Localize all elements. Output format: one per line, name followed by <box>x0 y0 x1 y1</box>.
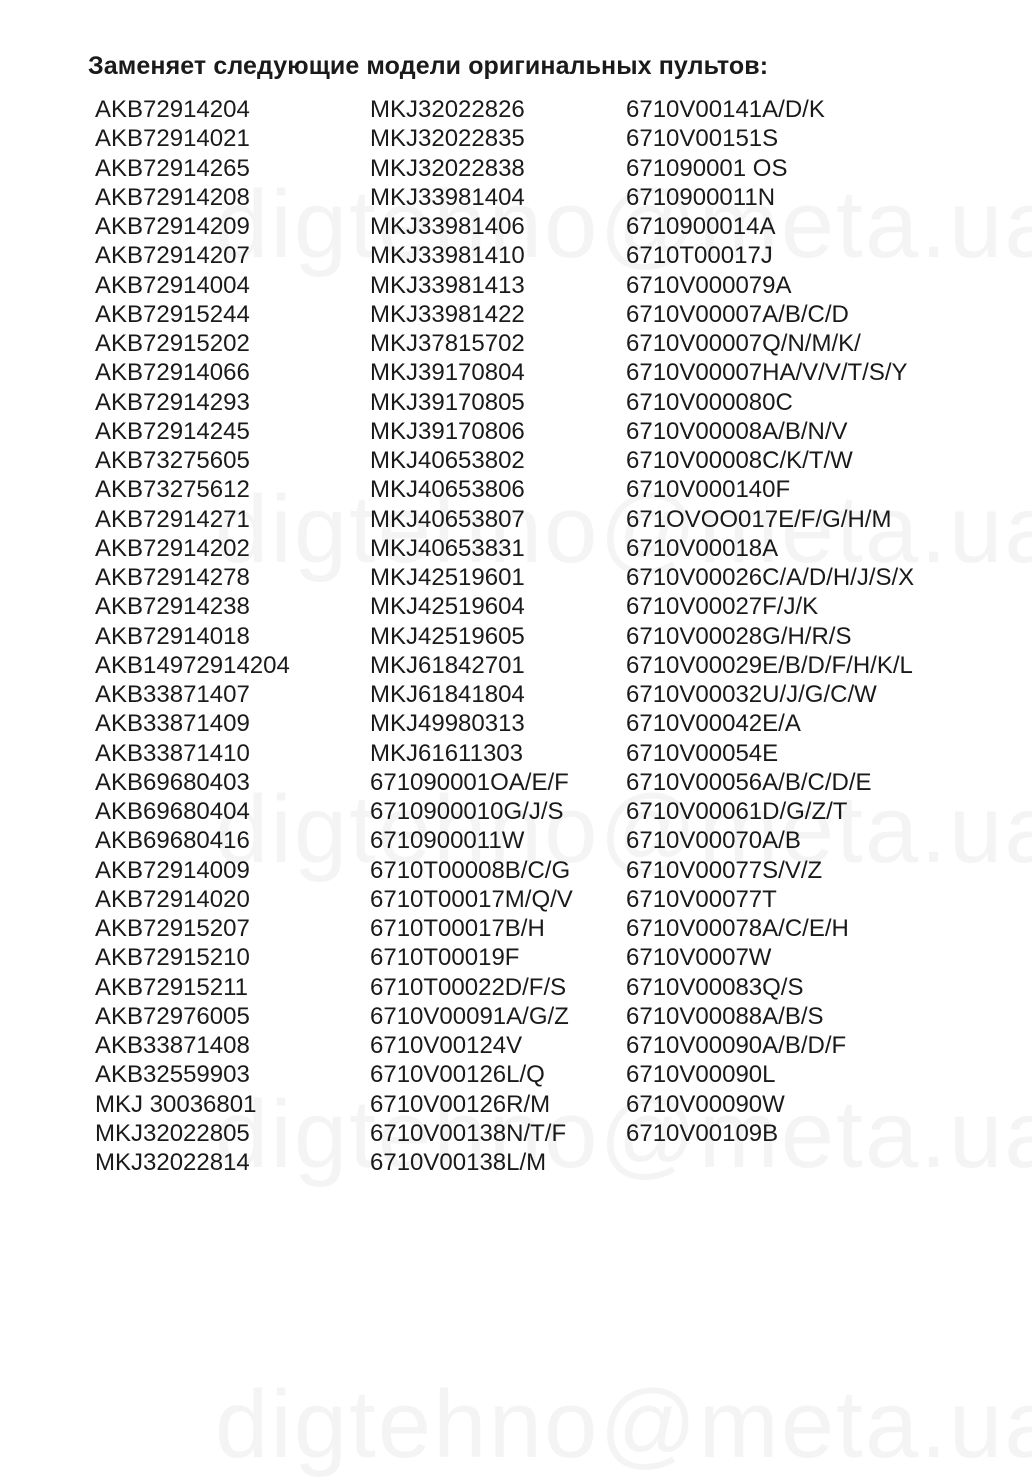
model-item: 6710T00017M/Q/V <box>370 885 573 913</box>
model-item: AKB72914204 <box>95 96 250 123</box>
model-item: MKJ33981413 <box>370 271 525 299</box>
model-item: 6710V00077T <box>626 885 777 913</box>
model-item: 6710V00032U/J/G/C/W <box>626 681 877 708</box>
model-column-2 <box>370 95 573 1177</box>
model-item: 6710V0007W <box>626 944 772 972</box>
model-item: 6710V00109B <box>626 1119 779 1147</box>
model-item: AKB72914238 <box>95 593 250 621</box>
model-item: 6710V00008C/K/T/W <box>626 447 853 474</box>
model-item: 6710V00029E/B/D/F/H/K/L <box>626 651 913 679</box>
model-item: AKB33871407 <box>95 681 250 708</box>
model-item: AKB72914265 <box>95 154 250 182</box>
model-item: 6710V00054E <box>626 739 779 767</box>
model-item: AKB73275612 <box>95 476 250 504</box>
model-item: AKB72915211 <box>95 973 249 1001</box>
model-item: 6710V000080C <box>626 388 793 416</box>
model-item: AKB33871410 <box>95 739 250 767</box>
model-item: 6710V00088A/B/S <box>626 1002 824 1030</box>
model-item: 6710V00008A/B/N/V <box>626 417 848 445</box>
model-item: AKB72915207 <box>95 915 250 942</box>
model-item: 6710V000140F <box>626 476 791 504</box>
model-item: MKJ40653831 <box>370 534 525 562</box>
model-item: MKJ49980313 <box>370 710 525 738</box>
model-item: 6710V00061D/G/Z/T <box>626 798 848 825</box>
model-item: 6710V000079A <box>626 271 792 299</box>
model-item: 6710V00124V <box>370 1032 523 1059</box>
model-item: MKJ39170806 <box>370 417 525 445</box>
model-item: AKB72914271 <box>95 505 250 533</box>
model-item: 6710T00022D/F/S <box>370 973 567 1001</box>
model-item: MKJ42519601 <box>370 564 525 591</box>
model-item: AKB72914021 <box>95 125 250 153</box>
model-item: MKJ61841804 <box>370 681 525 708</box>
model-item: 6710900011W <box>370 827 525 855</box>
model-item: MKJ32022826 <box>370 96 525 123</box>
model-item: AKB69680403 <box>95 768 250 796</box>
model-item: 6710V00028G/H/R/S <box>626 622 852 650</box>
model-item: 6710T00019F <box>370 944 520 972</box>
model-item: AKB72914018 <box>95 622 250 650</box>
model-item: AKB72915210 <box>95 944 250 972</box>
model-item: 6710V00077S/V/Z <box>626 856 823 884</box>
page-title: Заменяет следующие модели оригинальных пультов: <box>88 52 769 80</box>
model-item: 6710V00007A/B/C/D <box>626 300 849 328</box>
model-item: AKB72914293 <box>95 388 250 416</box>
watermark <box>215 1370 1032 1480</box>
model-column-1 <box>95 95 290 1177</box>
model-item: 6710V00026C/A/D/H/J/S/X <box>626 564 915 591</box>
model-item: MKJ42519604 <box>370 593 525 621</box>
model-item: 671OVOO017E/F/G/H/M <box>626 505 892 533</box>
model-item: 6710V00090A/B/D/F <box>626 1032 847 1059</box>
model-item: AKB72915244 <box>95 300 250 328</box>
model-item: MKJ61842701 <box>370 651 525 679</box>
model-item: AKB69680404 <box>95 798 250 825</box>
model-item: MKJ32022835 <box>370 125 525 153</box>
model-item: AKB69680416 <box>95 827 250 855</box>
model-item: MKJ37815702 <box>370 330 525 357</box>
model-item: 6710T00008B/C/G <box>370 856 571 884</box>
model-item: 6710V00090L <box>626 1061 776 1089</box>
model-item: 6710V00151S <box>626 125 779 153</box>
model-item: 671090001 OS <box>626 154 788 182</box>
model-item: 6710V00056A/B/C/D/E <box>626 768 872 796</box>
model-item: 6710T00017B/H <box>370 915 545 942</box>
model-item: AKB72914066 <box>95 359 250 387</box>
model-item: 6710V00083Q/S <box>626 973 804 1001</box>
model-item: 6710V00007HA/V/V/T/S/Y <box>626 359 908 387</box>
model-item: AKB33871409 <box>95 710 250 738</box>
model-item: 6710900014A <box>626 213 776 240</box>
model-item: 6710V00138N/T/F <box>370 1119 567 1147</box>
model-item: AKB72976005 <box>95 1002 250 1030</box>
model-item: AKB72914009 <box>95 856 250 884</box>
model-item: 6710V00138L/M <box>370 1149 547 1176</box>
model-item: AKB72914209 <box>95 213 250 240</box>
model-item: MKJ33981406 <box>370 213 525 240</box>
model-item: MKJ39170805 <box>370 388 525 416</box>
model-item: 6710V00141A/D/K <box>626 96 825 123</box>
model-item: MKJ40653802 <box>370 447 525 474</box>
model-item: 6710T00017J <box>626 242 773 270</box>
model-item: AKB73275605 <box>95 447 250 474</box>
model-item: 6710900010G/J/S <box>370 798 564 825</box>
model-item: 6710V00126L/Q <box>370 1061 545 1089</box>
model-item: AKB32559903 <box>95 1061 250 1089</box>
model-item: 6710V00126R/M <box>370 1090 551 1118</box>
model-item: MKJ33981404 <box>370 183 525 211</box>
model-item: AKB14972914204 <box>95 651 290 679</box>
model-item: MKJ 30036801 <box>95 1090 257 1118</box>
model-item: 6710V00007Q/N/M/K/ <box>626 330 861 357</box>
model-item: AKB72914004 <box>95 271 250 299</box>
model-item: 6710V00091A/G/Z <box>370 1002 569 1030</box>
model-item: AKB72914278 <box>95 564 250 591</box>
model-item: AKB72914020 <box>95 885 250 913</box>
model-item: MKJ32022805 <box>95 1119 250 1147</box>
model-item: MKJ42519605 <box>370 622 525 650</box>
model-item: AKB33871408 <box>95 1032 250 1059</box>
model-item: 6710V00090W <box>626 1090 785 1118</box>
model-item: AKB72914202 <box>95 534 250 562</box>
model-item: 6710V00027F/J/K <box>626 593 819 621</box>
model-item: MKJ32022814 <box>95 1149 250 1176</box>
model-item: MKJ33981410 <box>370 242 525 270</box>
model-item: 6710V00070A/B <box>626 827 801 855</box>
model-item: 6710V00078A/C/E/H <box>626 915 849 942</box>
model-column-3 <box>626 95 914 1148</box>
model-item: 6710V00018A <box>626 534 779 562</box>
model-item: 6710V00042E/A <box>626 710 801 738</box>
model-item: MKJ40653806 <box>370 476 525 504</box>
model-item: MKJ39170804 <box>370 359 525 387</box>
model-item: AKB72914208 <box>95 183 250 211</box>
model-item: AKB72915202 <box>95 330 250 357</box>
model-item: 671090001OA/E/F <box>370 768 569 796</box>
model-item: MKJ61611303 <box>370 739 523 767</box>
model-item: AKB72914207 <box>95 242 250 270</box>
model-item: MKJ32022838 <box>370 154 525 182</box>
model-item: MKJ33981422 <box>370 300 525 328</box>
model-item: MKJ40653807 <box>370 505 525 533</box>
model-item: 6710900011N <box>626 183 776 211</box>
model-item: AKB72914245 <box>95 417 250 445</box>
